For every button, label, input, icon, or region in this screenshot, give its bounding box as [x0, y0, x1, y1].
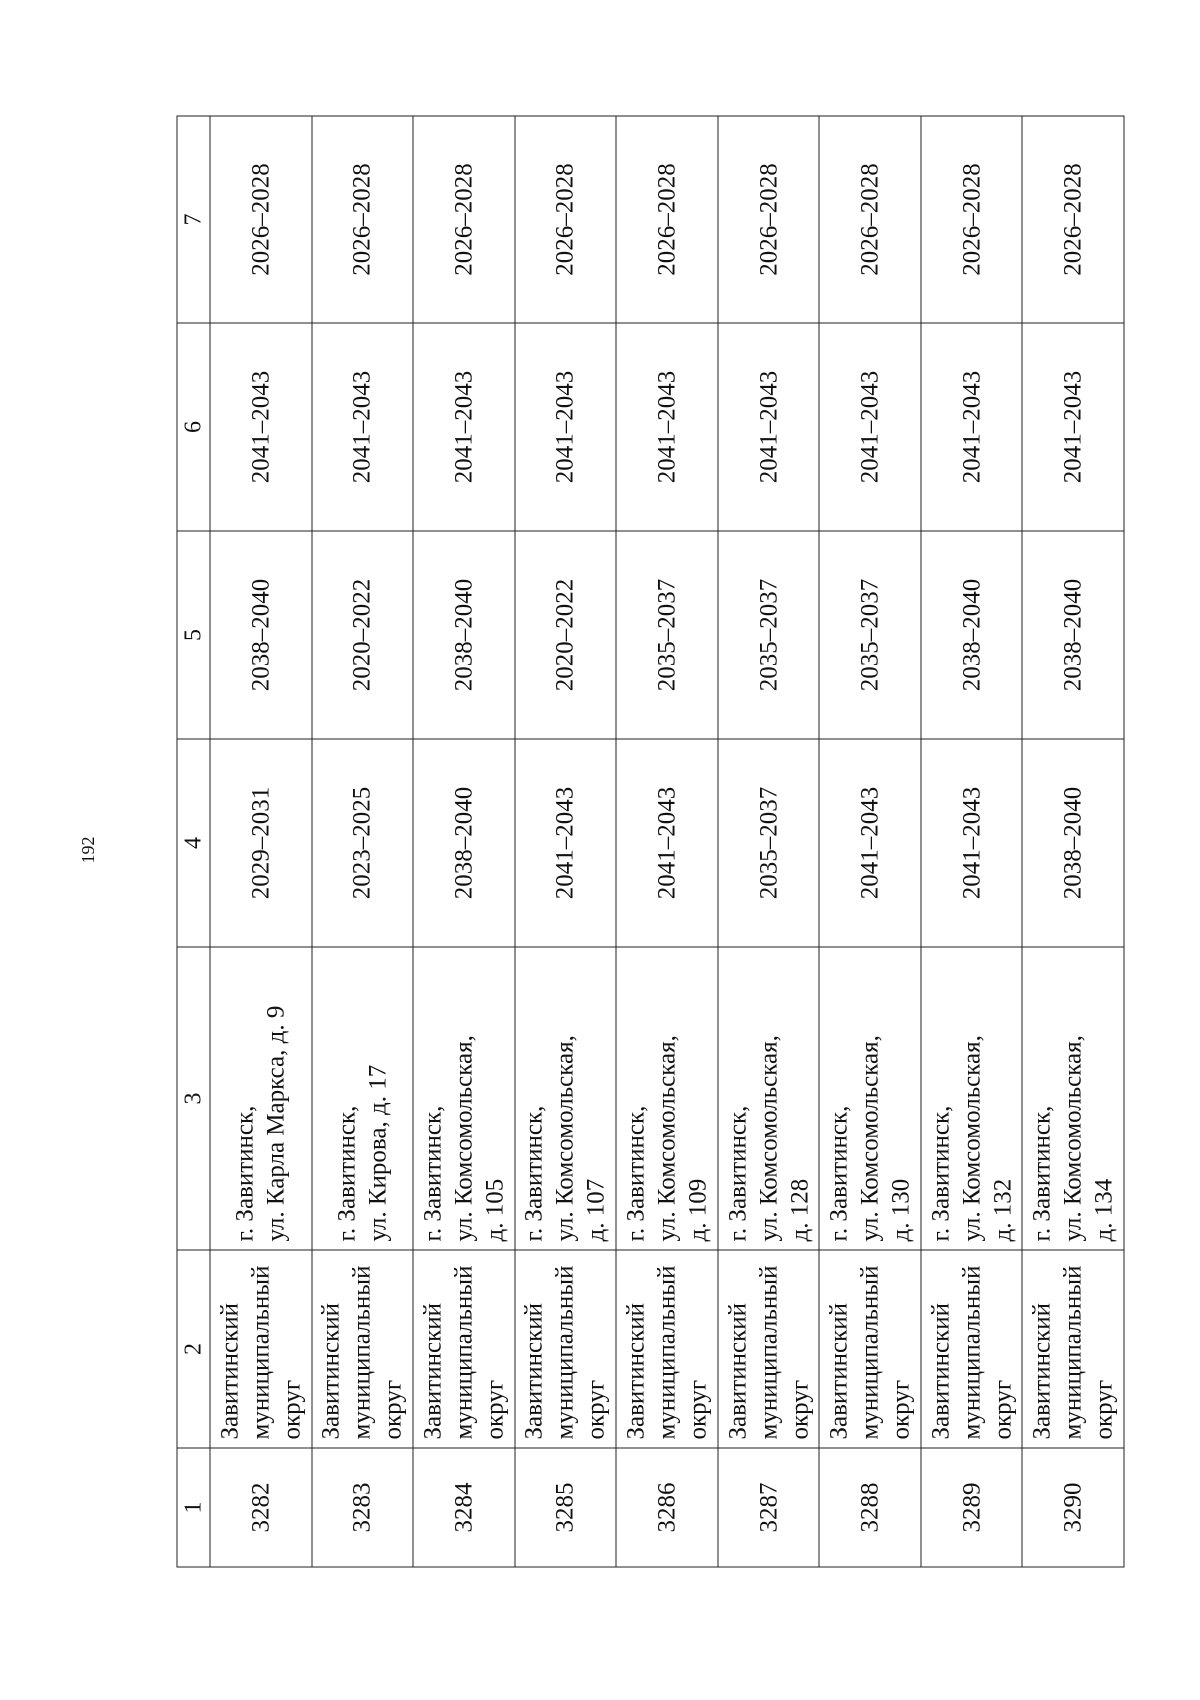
- row-number-cell: 3285: [514, 1448, 616, 1567]
- municipality-line: муниципальный: [1059, 1265, 1087, 1439]
- period-cell: 2038–2040: [413, 531, 515, 739]
- municipality-line: округ: [988, 1379, 1016, 1439]
- period-cell: 2041–2043: [514, 739, 616, 947]
- period-cell: 2041–2043: [819, 323, 921, 531]
- column-header: 7: [177, 116, 210, 323]
- period-cell: 2038–2040: [920, 531, 1022, 739]
- address-line: ул. Комсомольская,: [652, 1034, 680, 1241]
- period-cell: 2026–2028: [413, 116, 515, 323]
- address-line: г. Завитинск,: [926, 1105, 954, 1241]
- row-number-cell: 3287: [717, 1448, 819, 1567]
- address-line: д. 130: [887, 1178, 915, 1241]
- municipality-line: Завитинский: [215, 1302, 243, 1439]
- period-cell: 2041–2043: [210, 323, 312, 531]
- table-row: [1022, 116, 1124, 1567]
- municipality-line: Завитинский: [621, 1302, 649, 1439]
- period-cell: 2026–2028: [514, 116, 616, 323]
- period-cell: 2038–2040: [210, 531, 312, 739]
- address-line: г. Завитинск,: [1028, 1105, 1056, 1241]
- address-line: ул. Кирова, д. 17: [363, 1064, 391, 1241]
- period-cell: 2020–2022: [311, 531, 413, 739]
- period-cell: 2026–2028: [311, 116, 413, 323]
- address-line: д. 132: [988, 1178, 1016, 1241]
- column-header: 2: [177, 1250, 210, 1448]
- table-row: [413, 116, 515, 1567]
- address-line: г. Завитинск,: [332, 1105, 360, 1241]
- municipality-line: округ: [785, 1379, 813, 1439]
- row-number-cell: 3283: [311, 1448, 413, 1567]
- period-cell: 2026–2028: [616, 116, 718, 323]
- table-row: [920, 116, 1022, 1567]
- municipality-cell: [210, 1250, 312, 1448]
- municipality-cell: [413, 1250, 515, 1448]
- municipality-line: округ: [683, 1379, 711, 1439]
- municipality-line: муниципальный: [754, 1265, 782, 1439]
- municipality-line: округ: [887, 1379, 915, 1439]
- municipality-line: муниципальный: [856, 1265, 884, 1439]
- address-line: г. Завитинск,: [418, 1105, 446, 1241]
- municipality-line: округ: [582, 1379, 610, 1439]
- address-line: г. Завитинск,: [520, 1105, 548, 1241]
- period-cell: 2035–2037: [717, 739, 819, 947]
- period-cell: 2041–2043: [413, 323, 515, 531]
- row-number-cell: 3284: [413, 1448, 515, 1567]
- address-cell: [311, 947, 413, 1250]
- period-cell: 2041–2043: [819, 739, 921, 947]
- address-line: г. Завитинск,: [231, 1105, 259, 1241]
- period-cell: 2029–2031: [210, 739, 312, 947]
- period-cell: 2035–2037: [717, 531, 819, 739]
- municipality-line: муниципальный: [957, 1265, 985, 1439]
- municipality-line: Завитинский: [825, 1302, 853, 1439]
- column-header: 4: [177, 739, 210, 947]
- column-header: 5: [177, 531, 210, 739]
- period-cell: 2026–2028: [819, 116, 921, 323]
- address-line: ул. Комсомольская,: [856, 1034, 884, 1241]
- address-line: ул. Комсомольская,: [551, 1034, 579, 1241]
- address-cell: [210, 947, 312, 1250]
- municipality-line: округ: [480, 1379, 508, 1439]
- column-header: 6: [177, 323, 210, 531]
- table-row: [210, 116, 312, 1567]
- municipality-cell: [920, 1250, 1022, 1448]
- address-line: г. Завитинск,: [621, 1105, 649, 1241]
- period-cell: 2041–2043: [1022, 323, 1124, 531]
- period-cell: 2035–2037: [616, 531, 718, 739]
- period-cell: 2023–2025: [311, 739, 413, 947]
- period-cell: 2038–2040: [1022, 531, 1124, 739]
- period-cell: 2041–2043: [717, 323, 819, 531]
- registry-table-container: [176, 116, 1124, 1567]
- table-row: [311, 116, 413, 1567]
- municipality-line: округ: [379, 1379, 407, 1439]
- address-cell: [413, 947, 515, 1250]
- municipality-line: округ: [1090, 1379, 1118, 1439]
- municipality-line: Завитинский: [926, 1302, 954, 1439]
- address-line: д. 107: [582, 1178, 610, 1241]
- address-line: ул. Комсомольская,: [449, 1034, 477, 1241]
- period-cell: 2041–2043: [514, 323, 616, 531]
- period-cell: 2041–2043: [920, 739, 1022, 947]
- municipality-line: муниципальный: [551, 1265, 579, 1439]
- municipality-line: муниципальный: [652, 1265, 680, 1439]
- municipality-cell: [1022, 1250, 1124, 1448]
- period-cell: 2026–2028: [920, 116, 1022, 323]
- address-cell: [717, 947, 819, 1250]
- address-cell: [920, 947, 1022, 1250]
- address-line: ул. Комсомольская,: [754, 1034, 782, 1241]
- municipality-cell: [819, 1250, 921, 1448]
- header-row: [177, 116, 210, 1567]
- period-cell: 2041–2043: [616, 739, 718, 947]
- table-body: [210, 116, 1124, 1567]
- municipality-cell: [514, 1250, 616, 1448]
- table-row: [514, 116, 616, 1567]
- address-line: д. 128: [785, 1178, 813, 1241]
- period-cell: 2020–2022: [514, 531, 616, 739]
- municipality-line: муниципальный: [348, 1265, 376, 1439]
- row-number-cell: 3289: [920, 1448, 1022, 1567]
- address-line: д. 109: [683, 1178, 711, 1241]
- table-row: [717, 116, 819, 1567]
- page-number: 192: [78, 836, 98, 864]
- address-line: ул. Комсомольская,: [957, 1034, 985, 1241]
- municipality-line: округ: [277, 1379, 305, 1439]
- registry-table: [176, 115, 1124, 1567]
- period-cell: 2035–2037: [819, 531, 921, 739]
- address-cell: [514, 947, 616, 1250]
- period-cell: 2038–2040: [413, 739, 515, 947]
- period-cell: 2026–2028: [717, 116, 819, 323]
- municipality-line: Завитинский: [723, 1302, 751, 1439]
- row-number-cell: 3282: [210, 1448, 312, 1567]
- municipality-line: Завитинский: [520, 1302, 548, 1439]
- address-line: д. 134: [1090, 1178, 1118, 1241]
- municipality-line: Завитинский: [1028, 1302, 1056, 1439]
- address-line: д. 105: [480, 1178, 508, 1241]
- period-cell: 2026–2028: [210, 116, 312, 323]
- address-line: г. Завитинск,: [825, 1105, 853, 1241]
- row-number-cell: 3290: [1022, 1448, 1124, 1567]
- municipality-line: Завитинский: [317, 1302, 345, 1439]
- address-cell: [616, 947, 718, 1250]
- address-line: г. Завитинск,: [723, 1105, 751, 1241]
- period-cell: 2026–2028: [1022, 116, 1124, 323]
- period-cell: 2038–2040: [1022, 739, 1124, 947]
- period-cell: 2041–2043: [311, 323, 413, 531]
- table-row: [616, 116, 718, 1567]
- municipality-line: муниципальный: [246, 1265, 274, 1439]
- period-cell: 2041–2043: [616, 323, 718, 531]
- row-number-cell: 3286: [616, 1448, 718, 1567]
- municipality-cell: [311, 1250, 413, 1448]
- municipality-cell: [616, 1250, 718, 1448]
- municipality-cell: [717, 1250, 819, 1448]
- address-cell: [819, 947, 921, 1250]
- address-line: ул. Карла Маркса, д. 9: [262, 1005, 290, 1241]
- column-header: 1: [177, 1448, 210, 1567]
- period-cell: 2041–2043: [920, 323, 1022, 531]
- municipality-line: муниципальный: [449, 1265, 477, 1439]
- address-line: ул. Комсомольская,: [1059, 1034, 1087, 1241]
- municipality-line: Завитинский: [418, 1302, 446, 1439]
- address-cell: [1022, 947, 1124, 1250]
- table-row: [819, 116, 921, 1567]
- row-number-cell: 3288: [819, 1448, 921, 1567]
- column-header: 3: [177, 947, 210, 1250]
